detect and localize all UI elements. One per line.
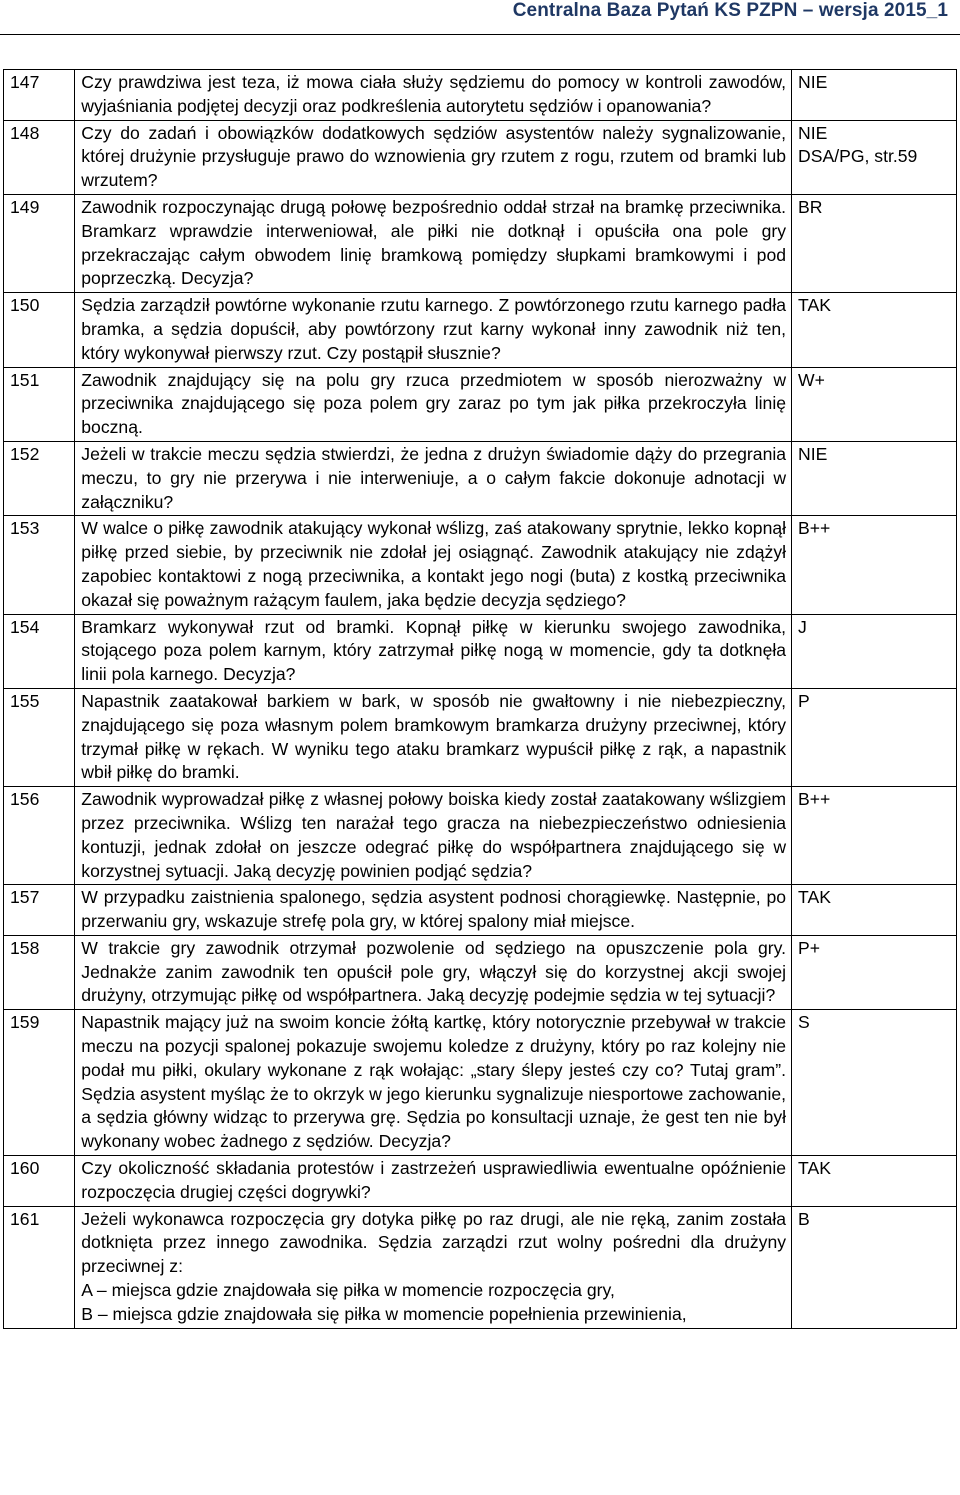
question-text: Bramkarz wykonywał rzut od bramki. Kopnął piłkę w kierunku swojego zawodnika, stojącego poza polem karnym, który zatrzymał piłkę nogą w momencie, gdy ta dotknęła linii pola karnego. Decyzja? [81,616,787,685]
question-cell [75,516,792,614]
question-row [4,935,957,1009]
question-text: Napastnik mający już na swoim koncie żółtą kartkę, który notorycznie przebywał w trakcie meczu na pozycji spalonej pokazuje swojemu koledze z drużyny, który po raz kolejny nie podał mu piłki, okulary wykonane z rąk wołając: „stary ślepy jesteś czy co? Tutaj gram”. Sędzia asystent myśląc że to okrzyk w jego kierunku sygnalizuje niesportowe zachowanie, a sędzia główny widząc to przerywa grę. Sędzia po konsultacji uznaje, że gest ten nie był wykonany wobec żadnego z sędziów. Decyzja? [81,1012,787,1152]
question-number: 148 [4,120,75,194]
question-row [4,194,957,292]
answer-code: BR [798,196,823,217]
answer-cell [792,120,957,194]
answer-code: B++ [798,518,831,539]
question-row [4,1156,957,1207]
question-cell [75,787,792,885]
question-cell [75,70,792,121]
questions-table [3,69,957,1329]
question-text: Zawodnik rozpoczynając drugą połowę bezpośrednio oddał strzał na bramkę przeciwnika. Bramkarz wprawdzie interweniował, ale piłki nie dotknął i opuściła ona pole gry przekraczając całym obwodem linię bramkową pomiędzy słupkami bramkowymi i pod poprzeczką. Decyzja? [81,196,787,289]
answer-cell [792,367,957,441]
question-text: Sędzia zarządził powtórne wykonanie rzutu karnego. Z powtórzonego rzutu karnego padła bramka, a sędzia dopuścił, aby powtórzony rzut karny wykonał inny zawodnik niż ten, który wykonywał pierwszy rzut. Czy postąpił słusznie? [81,295,787,363]
answer-code: NIE [798,122,828,143]
question-row [4,441,957,515]
answer-code: B++ [798,789,831,810]
question-cell [75,194,792,292]
question-row [4,614,957,688]
question-text: W trakcie gry zawodnik otrzymał pozwolenie od sędziego na opuszczenie pola gry. Jednakże zanim zawodnik ten opuścił pole gry, włączył się do korzystnej akcji swojej drużyny, otrzymując piłkę od współpartnera. Jaką decyzję podejmie sędzia w tej sytuacji? [81,937,787,1006]
question-cell [75,935,792,1009]
question-cell [75,885,792,936]
answer-cell [792,935,957,1009]
question-number: 147 [4,70,75,121]
answer-cell [792,441,957,515]
question-row [4,1010,957,1156]
question-row [4,885,957,936]
answer-cell [792,1206,957,1328]
question-row [4,367,957,441]
answer-cell [792,1010,957,1156]
answer-cell [792,688,957,786]
question-cell [75,367,792,441]
question-number: 160 [4,1156,75,1207]
question-row [4,1206,957,1328]
questions-table-body [4,70,957,1329]
question-row [4,120,957,194]
answer-code: TAK [798,295,831,316]
question-option: B – miejsca gdzie znajdowała się piłka w momencie popełnienia przewinienia, [81,1303,687,1324]
answer-cell [792,885,957,936]
question-option: A – miejsca gdzie znajdowała się piłka w momencie rozpoczęcia gry, [81,1280,615,1301]
question-number: 161 [4,1206,75,1328]
answer-code: B [798,1208,810,1229]
question-row [4,70,957,121]
answer-cell [792,614,957,688]
question-number: 152 [4,441,75,515]
answer-reference: DSA/PG, str.59 [798,146,918,167]
answer-code: NIE [798,443,828,464]
question-text: Jeżeli w trakcie meczu sędzia stwierdzi, że jedna z drużyn świadomie dąży do przegrania meczu, to gry nie przerywa i nie interweniuje, a o całym fakcie dokonuje adnotacji w załączniku? [81,443,787,512]
question-text: W walce o piłkę zawodnik atakujący wykonał wślizg, zaś atakowany sprytnie, lekko kopnął piłkę przed siebie, by przeciwnik nie zdołał jej osiągnąć. Zawodnik atakujący nie zdążył zapobiec kontaktowi z nogą przeciwnika, a kontakt jego nogi (buta) z kostką przeciwnika okazał się poważnym rażącym faulem, jaka będzie decyzja sędziego? [81,518,787,610]
question-cell [75,293,792,367]
answer-code: P+ [798,937,821,958]
question-text: Czy do zadań i obowiązków dodatkowych sędziów asystentów należy sygnalizowanie, której drużynie przysługuje prawo do wznowienia gry rzutem z rogu, rzutem od bramki lub wrzutem? [81,122,787,191]
question-number: 150 [4,293,75,367]
answer-code: J [798,616,807,637]
question-number: 154 [4,614,75,688]
answer-code: TAK [798,887,831,908]
question-text: Czy okoliczność składania protestów i zastrzeżeń usprawiedliwia ewentualne opóźnienie rozpoczęcia drugiej części dogrywki? [81,1158,787,1202]
answer-code: NIE [798,72,828,92]
question-text: Czy prawdziwa jest teza, iż mowa ciała służy sędziemu do pomocy w kontroli zawodów, wyjaśniania podjętej decyzji oraz podkreślenia autorytetu sędziów i opanowania? [81,72,787,116]
question-text: W przypadku zaistnienia spalonego, sędzia asystent podnosi chorągiewkę. Następnie, po przerwaniu gry, wskazuje strefę pola gry, w której spalony miał miejsce. [81,887,787,932]
answer-code: S [798,1012,810,1033]
answer-code: TAK [798,1158,831,1179]
question-text: Jeżeli wykonawca rozpoczęcia gry dotyka piłkę po raz drugi, ale nie ręką, zanim została dotknięta przez innego zawodnika. Sędzia zarządzi rzut wolny pośredni dla drużyny przeciwnej z: [81,1208,787,1277]
answer-cell [792,516,957,614]
page-header-title: Centralna Baza Pytań KS PZPN – wersja 2015_1 [512,0,948,21]
answer-cell [792,293,957,367]
question-cell [75,1010,792,1156]
question-cell [75,688,792,786]
question-row [4,293,957,367]
question-cell [75,441,792,515]
question-text: Napastnik zaatakował barkiem w bark, w sposób nie gwałtowny i nie niebezpieczny, znajdującego się poza własnym polem bramkowym bramkarza drużyny przeciwnej, który trzymał piłkę w rękach. W wyniku tego ataku bramkarz wypuścił piłkę z rąk, a napastnik wbił piłkę do bramki. [81,690,787,783]
question-number: 153 [4,516,75,614]
answer-cell [792,1156,957,1207]
question-number: 159 [4,1010,75,1156]
header-rule [0,34,960,35]
question-row [4,516,957,614]
question-number: 151 [4,367,75,441]
question-number: 155 [4,688,75,786]
question-number: 157 [4,885,75,936]
answer-cell [792,194,957,292]
question-cell [75,120,792,194]
question-cell [75,1156,792,1207]
question-cell [75,1206,792,1328]
question-text: Zawodnik znajdujący się na polu gry rzuca przedmiotem w sposób nierozważny w przeciwnika znajdującego się poza polem gry zaraz po tym jak piłka przekroczyła linię boczną. [81,369,787,438]
answer-code: W+ [798,369,825,390]
answer-code: P [798,690,810,711]
question-cell [75,614,792,688]
question-number: 158 [4,935,75,1009]
question-row [4,688,957,786]
question-row [4,787,957,885]
question-number: 156 [4,787,75,885]
answer-cell [792,787,957,885]
answer-cell [792,70,957,121]
question-text: Zawodnik wyprowadzał piłkę z własnej połowy boiska kiedy został zaatakowany wślizgiem przez przeciwnika. Wślizg ten narażał tego gracza na niebezpieczeństwo odniesienia kontuzji, jednak zdołał on jeszcze odegrać piłkę do współpartnera znajdującego się w korzystnej sytuacji. Jaką decyzję powinien podjąć sędzia? [81,789,787,881]
question-number: 149 [4,194,75,292]
